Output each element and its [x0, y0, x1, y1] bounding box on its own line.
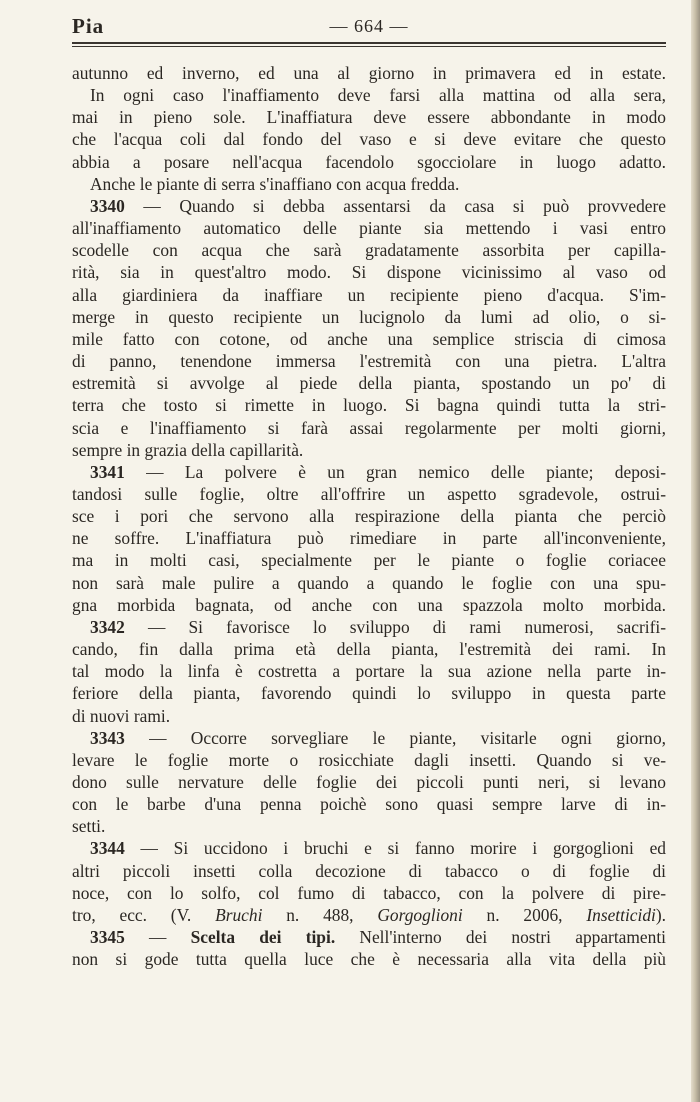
- text-line: scia e l'inaffiamento si farà assai regolarmente per molti giorni,: [72, 417, 666, 438]
- paragraph-number: 3340: [90, 195, 125, 216]
- text-line: abbia a posare nell'acqua facendolo sgocciolare in luogo adatto.: [72, 151, 666, 172]
- header-rule: [72, 42, 666, 44]
- text-line: tandosi sulle foglie, oltre all'offrire un aspetto sgradevole, ostrui-: [72, 483, 666, 504]
- text-line: mai in pieno sole. L'inaffiatura deve essere abbondante in modo: [72, 107, 666, 128]
- paragraph-number: 3345: [90, 927, 125, 948]
- text-line: Anche le piante di serra s'inaffiano con acqua fredda.: [90, 173, 460, 194]
- text-line: setti.: [72, 816, 106, 837]
- text-line: estremità si avvolge al piede della pianta, spostando un po' di: [72, 373, 666, 394]
- text-line: mile fatto con cotone, od anche una semplice striscia di cimosa: [72, 328, 666, 349]
- text-line: cando, fin dalla prima età della pianta, l'estremità dei rami. In: [72, 639, 666, 660]
- text-line: gna morbida bagnata, od anche con una spazzola molto morbida.: [72, 594, 666, 615]
- text-line: sce i pori che servono alla respirazione della pianta che perciò: [72, 506, 666, 527]
- section-heading: Scelta dei tipi.: [190, 927, 336, 948]
- paragraph-number: 3343: [90, 727, 125, 748]
- paragraph-3342-start: 3342 — Si favorisce lo sviluppo di rami numerosi, sacrifi-: [90, 616, 666, 637]
- paragraph-3344-start: 3344 — Si uccidono i bruchi e si fanno morire i gorgoglioni ed: [90, 838, 666, 859]
- text-line: non si gode tutta quella luce che è necessaria alla vita della più: [72, 949, 666, 970]
- header-rule-thin: [72, 46, 666, 47]
- text-line: che l'acqua coli dal fondo del vaso e si deve evitare che questo: [72, 129, 666, 150]
- cross-reference: Bruchi: [215, 904, 263, 925]
- running-head: Pia: [72, 14, 105, 38]
- text-line: altri piccoli insetti colla decozione di tabacco o di foglie di: [72, 860, 666, 881]
- text-line: levare le foglie morte o rosicchiate dagli insetti. Quando si ve-: [72, 749, 666, 770]
- page-number: — 664 —: [329, 16, 409, 36]
- text-line: di panno, tenendone immersa l'estremità con una pietra. L'altra: [72, 351, 666, 372]
- text-line: di nuovi rami.: [72, 705, 171, 726]
- paragraph-number: 3344: [90, 838, 125, 859]
- text-line: ne soffre. L'inaffiatura può rimediare in parte all'inconveniente,: [72, 528, 666, 549]
- text-line: terra che tosto si rimette in luogo. Si bagna quindi tutta la stri-: [72, 395, 666, 416]
- text-line: ma in molti casi, specialmente per le piante o foglie coriacee: [72, 550, 666, 571]
- text-line: In ogni caso l'inaffiamento deve farsi alla mattina od alla sera,: [90, 85, 666, 106]
- text-line: dono sulle nervature delle foglie dei piccoli punti neri, si levano: [72, 772, 666, 792]
- text-line: autunno ed inverno, ed una al giorno in primavera ed in estate.: [72, 63, 666, 83]
- text-line: non sarà male pulire a quando a quando le foglie con una spu-: [72, 572, 666, 593]
- text-line-references: tro, ecc. (V. Bruchi n. 488, Gorgoglioni n. 2006, Insetticidi).: [72, 904, 667, 925]
- text-line: alla giardiniera da inaffiare un recipiente pieno d'acqua. S'im-: [72, 284, 666, 305]
- text-line: merge in questo recipiente un lucignolo da lumi ad olio, o si-: [72, 306, 666, 327]
- paragraph-3341-start: 3341 — La polvere è un gran nemico delle piante; deposi-: [90, 461, 666, 482]
- text-line: feriore della pianta, favorendo quindi lo sviluppo in questa parte: [72, 683, 666, 704]
- paragraph-3340-start: 3340 — Quando si debba assentarsi da casa si può provvedere: [90, 195, 666, 216]
- text-line: noce, con lo solfo, col fumo di tabacco, con la polvere di pire-: [72, 882, 666, 903]
- text-line: rità, sia in quest'altro modo. Si dispone vicinissimo al vaso od: [72, 262, 666, 283]
- paragraph-number: 3342: [90, 616, 125, 637]
- cross-reference: Insetticidi: [586, 904, 656, 925]
- paragraph-3343-start: 3343 — Occorre sorvegliare le piante, visitarle ogni giorno,: [90, 727, 666, 748]
- body-text: [72, 62, 666, 970]
- text-line: con le barbe d'una penna poichè sono quasi sempre larve di in-: [72, 794, 666, 815]
- text-line: scodelle con acqua che sarà gradatamente assorbita per capilla-: [72, 240, 666, 261]
- cross-reference: Gorgoglioni: [377, 904, 463, 925]
- page-header: [72, 14, 666, 40]
- paragraph-3345-start: 3345 — Scelta dei tipi. Nell'interno dei nostri appartamenti: [90, 927, 666, 948]
- paragraph-number: 3341: [90, 461, 125, 482]
- text-line: tal modo la linfa è costretta a portare la sua azione nella parte in-: [72, 661, 666, 682]
- text-line: all'inaffiamento automatico delle piante sia mettendo i vasi entro: [72, 218, 666, 239]
- text-line: sempre in grazia della capillarità.: [72, 439, 304, 460]
- page-edge: [691, 0, 700, 1102]
